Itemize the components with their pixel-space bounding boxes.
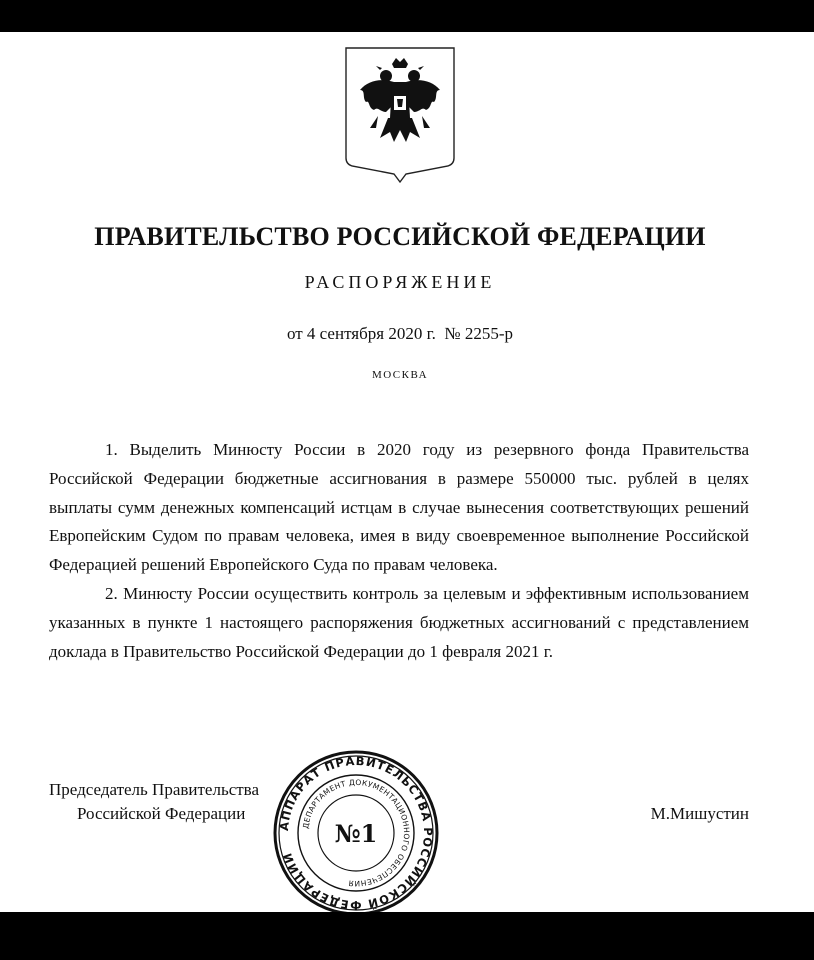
document-type: РАСПОРЯЖЕНИЕ bbox=[304, 272, 496, 292]
document-number: № 2255-р bbox=[444, 324, 514, 343]
seal-inner-text: ДЕПАРТАМЕНТ ДОКУМЕНТАЦИОННОГО ОБЕСПЕЧЕНИЯ bbox=[301, 777, 412, 889]
paragraph-2: 2. Минюсту России осуществить контроль за целевым и эффективным использованием указанных в пункте 1 настоящего распоряжения бюджетных ассигнований с представлением доклада в Правительство Российской Федерации до 1 февраля 2021 г. bbox=[49, 583, 749, 661]
document-city: МОСКВА bbox=[371, 369, 429, 381]
document-page bbox=[0, 32, 814, 912]
official-seal-stamp bbox=[272, 749, 440, 917]
document-body bbox=[49, 436, 749, 666]
signatory-title-line-2: Российской Федерации bbox=[77, 804, 246, 823]
seal-number: №1 bbox=[334, 819, 378, 848]
bottom-black-bar bbox=[0, 912, 814, 960]
seal-outer-text: АППАРАТ ПРАВИТЕЛЬСТВА РОССИЙСКОЙ ФЕДЕРАЦИИ bbox=[276, 753, 436, 913]
document-date: от 4 сентября 2020 г. bbox=[286, 324, 436, 343]
state-emblem-icon bbox=[344, 46, 456, 184]
government-title: ПРАВИТЕЛЬСТВО РОССИЙСКОЙ ФЕДЕРАЦИИ bbox=[94, 222, 706, 251]
document-date-line bbox=[0, 324, 800, 344]
paragraph-1: 1. Выделить Минюсту России в 2020 году из резервного фонда Правительства Российской Федерации бюджетные ассигнования в размере 550000 тыс. рублей в целях выплаты сумм денежных компенсаций истцам в случае вынесения соответствующих решений Европейским Судом по правам человека, имея в виду своевременное выполнение Российской Федерацией решений Европейского Суда по правам человека. bbox=[49, 440, 749, 575]
signatory-name: М.Мишустин bbox=[650, 804, 749, 823]
signatory-title-line-1: Председатель Правительства bbox=[49, 780, 260, 799]
